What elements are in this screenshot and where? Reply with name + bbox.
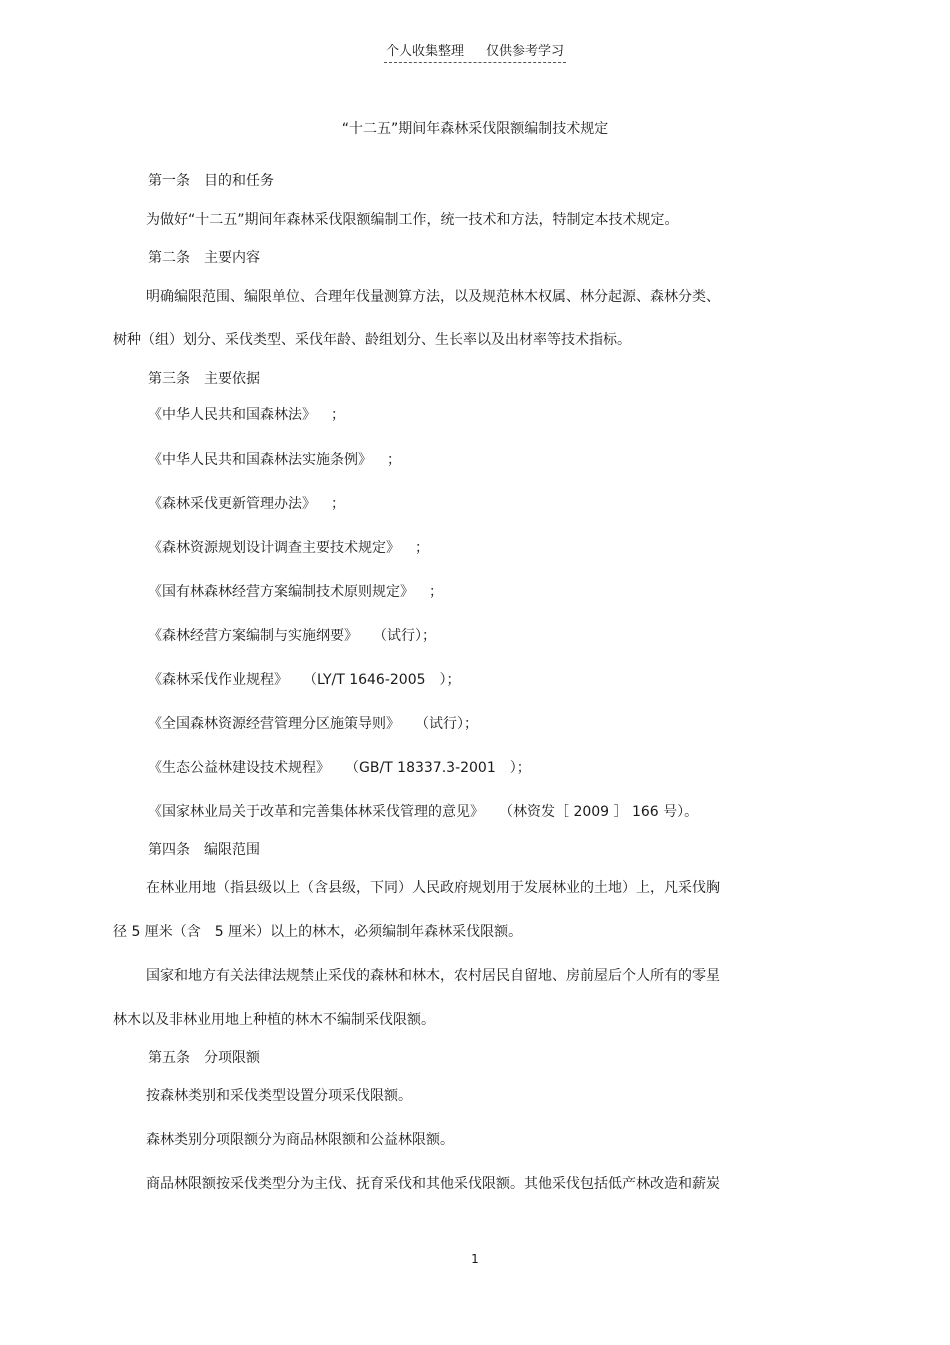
article-3-heading: 第三条 主要依据 [148, 371, 260, 387]
page-header [0, 40, 950, 63]
reference-item [148, 494, 345, 514]
article-1-text: 为做好“十二五”期间年森林采伐限额编制工作，统一技术和方法，特制定本技术规定。 [146, 212, 679, 228]
reference-name: 《生态公益林建设技术规程》 [148, 760, 330, 776]
reference-name: 《森林经营方案编制与实施纲要》 [148, 628, 358, 644]
article-5-heading: 第五条 分项限额 [148, 1050, 260, 1066]
reference-tail: ； [387, 452, 401, 468]
reference-item [148, 405, 345, 425]
reference-tail: ； [331, 407, 345, 423]
reference-tail: （GB/T 18337.3-2001 ）； [352, 760, 531, 776]
reference-item [148, 758, 531, 778]
header-left-text: 个人收集整理 [385, 44, 464, 59]
reference-tail: （LY/T 1646-2005 ）； [310, 672, 461, 688]
reference-tail: （林资发［ 2009 ］ 166 号）。 [506, 804, 699, 820]
article-5-p3: 商品林限额按采伐类型分为主伐、抚育采伐和其他采伐限额。其他采伐包括低产林改造和薪炭 [146, 1176, 720, 1192]
article-4-p1-line-1: 在林业用地（指县级以上（含县级，下同）人民政府规划用于发展林业的土地）上，凡采伐胸 [146, 880, 720, 896]
article-2-line-1: 明确编限范围、编限单位、合理年伐量测算方法，以及规范林木权属、林分起源、森林分类、 [146, 289, 720, 305]
reference-item [148, 538, 429, 558]
article-4-p2-line-2: 林木以及非林业用地上种植的林木不编制采伐限额。 [113, 1012, 435, 1028]
article-5-p1: 按森林类别和采伐类型设置分项采伐限额。 [146, 1088, 412, 1104]
reference-tail: （试行）； [380, 628, 436, 644]
reference-name: 《中华人民共和国森林法》 [148, 407, 309, 423]
reference-name: 《全国森林资源经营管理分区施策导则》 [148, 716, 400, 732]
reference-name: 《森林采伐作业规程》 [148, 672, 288, 688]
reference-item [148, 714, 478, 734]
article-4-p2-line-1: 国家和地方有关法律法规禁止采伐的森林和林木，农村居民自留地、房前屋后个人所有的零星 [146, 968, 720, 984]
reference-name: 《国家林业局关于改革和完善集体林采伐管理的意见》 [148, 804, 484, 820]
reference-item [148, 626, 436, 646]
reference-tail: ； [429, 584, 443, 600]
reference-item [148, 450, 401, 470]
reference-name: 《森林采伐更新管理办法》 [148, 496, 309, 512]
article-2-heading: 第二条 主要内容 [148, 250, 260, 266]
article-1-heading: 第一条 目的和任务 [148, 173, 274, 189]
reference-tail: （试行）； [422, 716, 478, 732]
reference-item [148, 670, 461, 690]
reference-name: 《国有林森林经营方案编制技术原则规定》 [148, 584, 407, 600]
document-title: “十二五”期间年森林采伐限额编制技术规定 [341, 121, 609, 137]
article-2-line-2: 树种（组）划分、采伐类型、采伐年龄、龄组划分、生长率以及出材率等技术指标。 [113, 332, 631, 348]
reference-name: 《中华人民共和国森林法实施条例》 [148, 452, 365, 468]
header-right-text: 仅供参考学习 [486, 44, 565, 59]
reference-tail: ； [415, 540, 429, 556]
article-4-p1-line-2: 径 5 厘米（含 5 厘米）以上的林木，必须编制年森林采伐限额。 [113, 924, 523, 940]
header-dashed-underline [384, 40, 566, 63]
article-5-p2: 森林类别分项限额分为商品林限额和公益林限额。 [146, 1132, 454, 1148]
reference-tail: ； [331, 496, 345, 512]
article-4-heading: 第四条 编限范围 [148, 842, 260, 858]
page-number: 1 [471, 1252, 479, 1266]
reference-item [148, 582, 443, 602]
reference-name: 《森林资源规划设计调查主要技术规定》 [148, 540, 393, 556]
reference-item [148, 802, 698, 822]
